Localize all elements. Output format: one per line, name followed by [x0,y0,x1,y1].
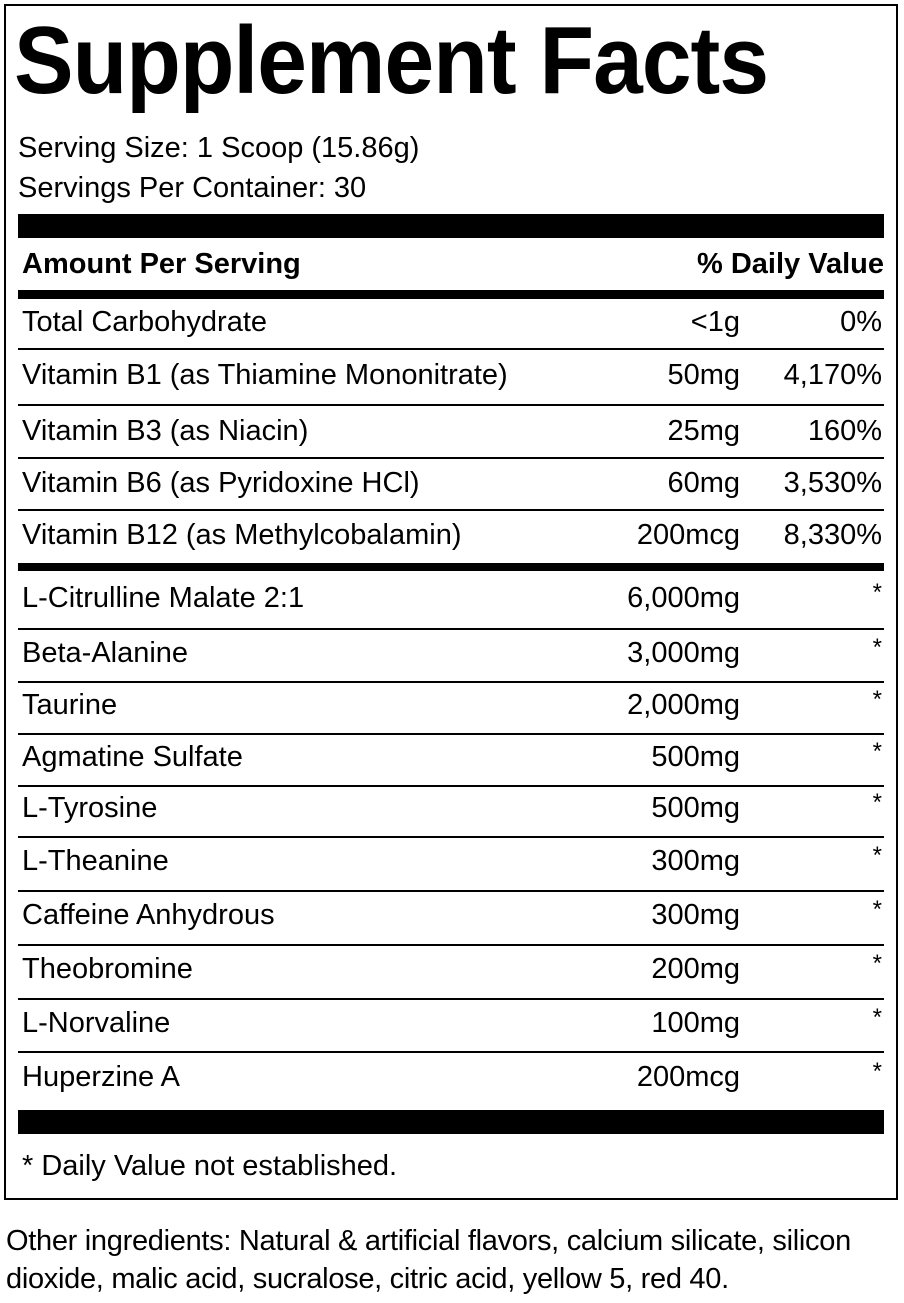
top-divider-bar [18,214,884,238]
ingredient-amount: 2,000mg [627,689,740,721]
ingredient-amount: 200mcg [636,519,740,551]
table-row [18,680,884,732]
servings-per-container: Servings Per Container: 30 [18,172,367,204]
ingredient-amount: 200mg [651,953,740,985]
ingredient-amount: 500mg [651,792,740,824]
other-ingredients: Other ingredients: Natural & artificial flavors, calcium silicate, silicon dioxide, malic acid, sucralose, citric acid, yellow 5, red 40. [6,1225,851,1295]
table-row [18,297,884,349]
daily-value-asterisk: * [872,634,882,661]
ingredient-name: Vitamin B1 (as Thiamine Mononitrate) [22,359,508,391]
ingredient-amount: 300mg [651,845,740,877]
daily-value-asterisk: * [872,1058,882,1085]
panel-title: Supplement Facts [14,7,769,114]
daily-value: 3,530% [783,467,882,499]
table-row [18,732,884,784]
daily-value-asterisk: * [872,579,882,606]
bottom-divider-bar [18,1110,884,1134]
ingredient-name: Vitamin B12 (as Methylcobalamin) [22,519,462,551]
table-row [18,406,884,458]
ingredient-name: Agmatine Sulfate [22,741,243,773]
ingredient-name: L-Theanine [22,845,169,877]
table-row [18,573,884,625]
daily-value: 8,330% [783,519,882,551]
table-row [18,944,884,996]
ingredient-name: Total Carbohydrate [22,306,268,338]
ingredient-amount: 200mcg [636,1061,740,1093]
daily-value-footnote: * Daily Value not established. [22,1150,398,1182]
ingredient-name: Caffeine Anhydrous [22,899,275,931]
ingredient-name: Vitamin B6 (as Pyridoxine HCl) [22,467,420,499]
ingredient-amount: 3,000mg [627,637,740,669]
daily-value: 4,170% [783,359,882,391]
ingredient-name: Vitamin B3 (as Niacin) [22,415,309,447]
ingredient-name: L-Tyrosine [22,792,158,824]
ingredient-amount: 300mg [651,899,740,931]
table-row [18,836,884,888]
table-row [18,998,884,1050]
table-row [18,458,884,510]
daily-value-asterisk: * [872,950,882,977]
daily-value-asterisk: * [872,738,882,765]
table-row [18,783,884,835]
daily-value-asterisk: * [872,686,882,713]
daily-value-header: % Daily Value [697,248,884,280]
table-row [18,350,884,402]
ingredient-name: Taurine [22,689,118,721]
daily-value-asterisk: * [872,842,882,869]
table-row [18,1052,884,1104]
ingredient-amount: 100mg [651,1007,740,1039]
ingredient-name: Huperzine A [22,1061,180,1093]
ingredient-amount: 60mg [667,467,740,499]
ingredient-amount: 25mg [667,415,740,447]
daily-value-asterisk: * [872,789,882,816]
amount-per-serving-header: Amount Per Serving [22,248,301,280]
table-row [18,628,884,680]
table-row [18,510,884,562]
daily-value: 160% [807,415,882,447]
ingredient-amount: 50mg [667,359,740,391]
ingredient-amount: 500mg [651,741,740,773]
ingredient-name: Beta-Alanine [22,637,189,669]
ingredient-name: L-Norvaline [22,1007,171,1039]
daily-value-asterisk: * [872,896,882,923]
ingredient-name: Theobromine [22,953,193,985]
ingredient-amount: 6,000mg [627,582,740,614]
daily-value-asterisk: * [872,1004,882,1031]
ingredient-name: L-Citrulline Malate 2:1 [22,582,305,614]
serving-size: Serving Size: 1 Scoop (15.86g) [18,132,420,164]
daily-value: 0% [840,306,882,338]
section-divider-bar [18,563,884,571]
ingredient-amount: <1g [690,306,740,338]
table-row [18,890,884,942]
